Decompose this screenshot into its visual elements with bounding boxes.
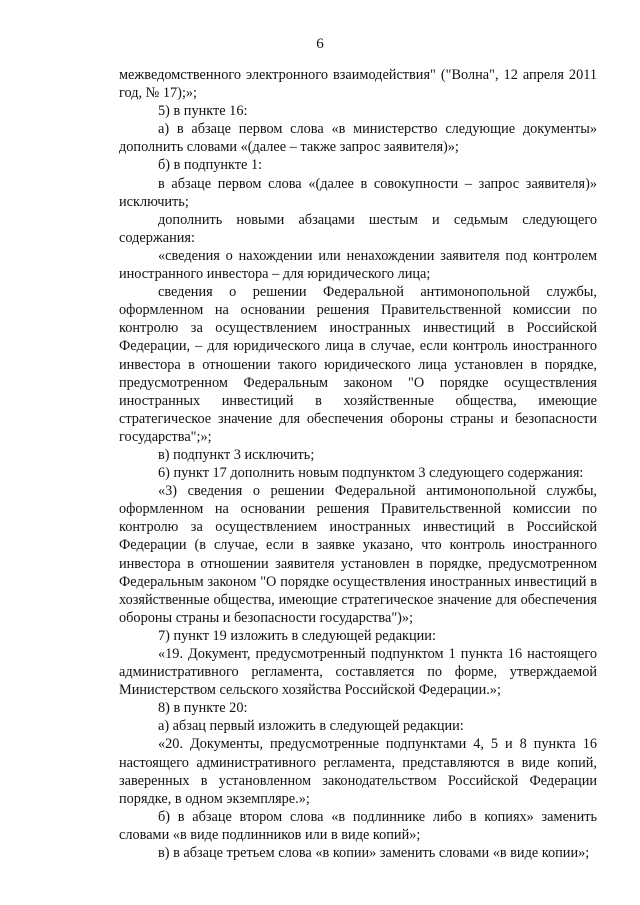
paragraph-item-8a: а) абзац первый изложить в следующей редакции: xyxy=(158,718,464,735)
paragraph-item-5: 5) в пункте 16: xyxy=(158,103,248,120)
paragraph-item-5b: б) в подпункте 1: xyxy=(158,157,263,174)
paragraph-item-5v: в) подпункт 3 исключить; xyxy=(158,446,315,463)
paragraph-quote-control: «сведения о нахождении или ненахождении заявителя под контролем иностранного инвестора – для юридического лица; xyxy=(119,247,597,283)
paragraph-quote-20: «20. Документы, предусмотренные подпунктами 4, 5 и 8 пункта 16 настоящего административного регламента, представляются в виде копий, заверенных в установленном законодательством Российской Федерации порядке, в одном экземпляре.»; xyxy=(119,736,597,807)
paragraph-item-5b-exclude: в абзаце первом слова «(далее в совокупности – запрос заявителя)» исключить; xyxy=(119,175,597,210)
paragraph-item-5a: а) в абзаце первом слова «в министерство следующие документы» дополнить словами «(далее – также запрос заявителя)»; xyxy=(119,121,597,156)
paragraph-quote-fas-decision: сведения о решении Федеральной антимонопольной службы, оформленном на основании решения Правительственной комиссии по контролю за осуществлением иностранных инвестиций в Российской Федерации, – для юридического лица в случае, если контроль иностранного инвестора в отношении такого юридического лица установлен в порядке, предусмотренном Федеральным законом "О порядке осуществления иностранных инвестиций в хозяйственные общества, имеющие стратегическое значение для обеспечения обороны страны и безопасности государства";»; xyxy=(119,284,597,445)
paragraph-continuation: межведомственного электронного взаимодействия" ("Волна", 12 апреля 2011 год, № 17);»; xyxy=(119,67,597,102)
paragraph-quote-19: «19. Документ, предусмотренный подпунктом 1 пункта 16 настоящего административного регламента, составляется по форме, утверждаемой Министерством сельского хозяйства Российской Федерации.»; xyxy=(119,646,597,699)
paragraph-item-7: 7) пункт 19 изложить в следующей редакции: xyxy=(158,627,436,644)
paragraph-quote-subitem-3: «3) сведения о решении Федеральной антимонопольной службы, оформленном на основании решения Правительственной комиссии по контролю за осуществлением иностранных инвестиций в Российской Федерации (в случае, если в заявке указано, что контроль иностранного инвестора в отношении заявителя установлен в порядке, предусмотренном Федеральным законом "О порядке осуществления иностранных инвестиций в хозяйственные общества, имеющие стратегическое значение для обеспечения обороны страны и безопасности государства")»; xyxy=(119,483,597,626)
paragraph-item-5b-add: дополнить новыми абзацами шестым и седьмым следующего содержания: xyxy=(119,211,597,246)
paragraph-item-6: 6) пункт 17 дополнить новым подпунктом 3 следующего содержания: xyxy=(158,465,584,482)
paragraph-item-8b: б) в абзаце втором слова «в подлиннике либо в копиях» заменить словами «в виде подлинников или в виде копий»; xyxy=(119,808,597,843)
document-body xyxy=(119,66,597,862)
paragraph-item-8: 8) в пункте 20: xyxy=(158,700,248,717)
paragraph-item-8v: в) в абзаце третьем слова «в копии» заменить словами «в виде копии»; xyxy=(158,845,590,862)
page-number: 6 xyxy=(316,36,324,52)
